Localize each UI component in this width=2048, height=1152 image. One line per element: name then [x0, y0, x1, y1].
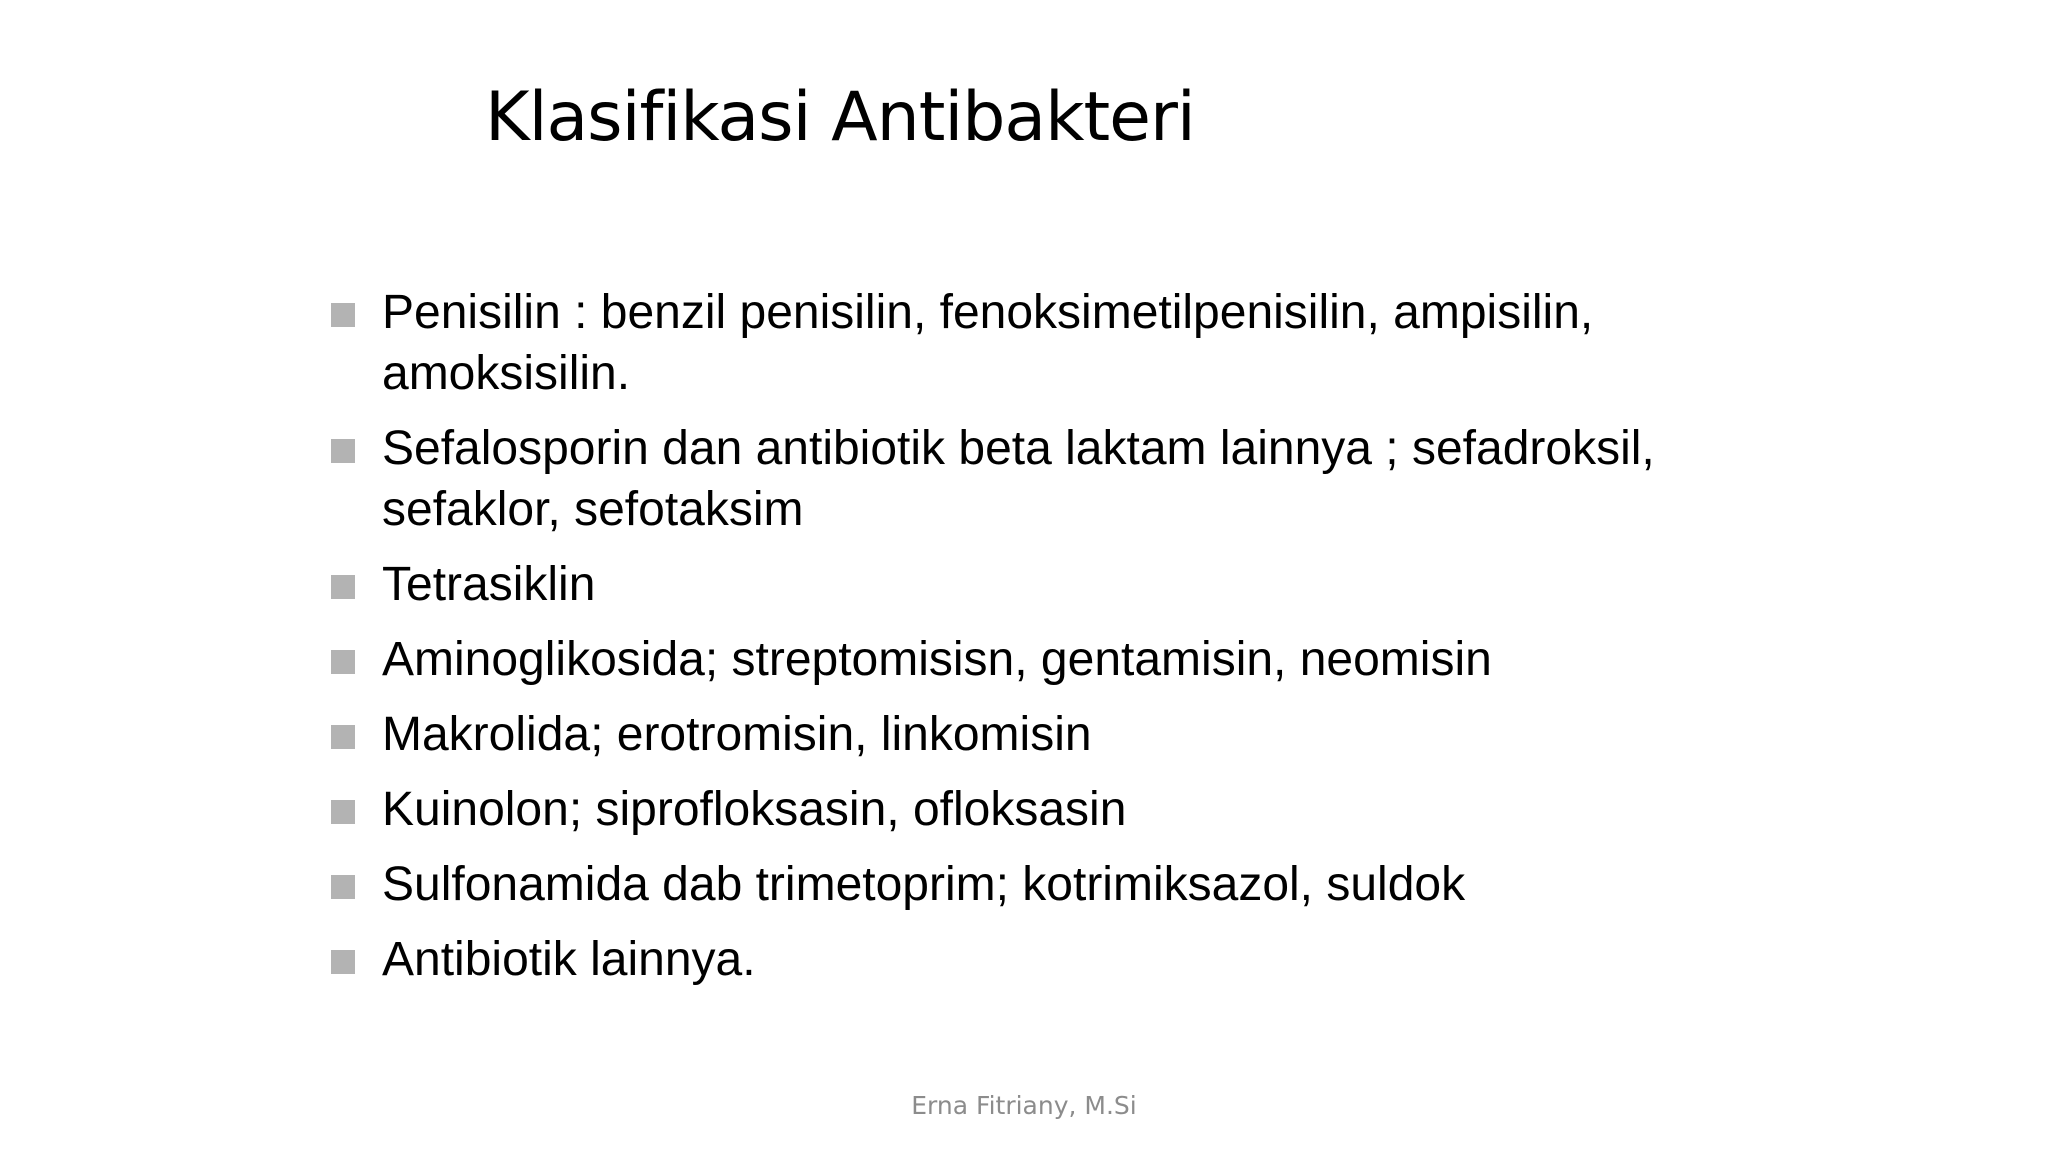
square-bullet-icon	[331, 439, 355, 463]
list-item-text: Sefalosporin dan antibiotik beta laktam lainnya ; sefadroksil, sefaklor, sefotaksim	[382, 422, 1655, 536]
slide-footer: Erna Fitriany, M.Si	[911, 1091, 1137, 1120]
square-bullet-icon	[331, 575, 355, 599]
square-bullet-icon	[331, 875, 355, 899]
list-item	[328, 418, 1728, 540]
slide-title: Klasifikasi Antibakteri	[485, 78, 1195, 157]
square-bullet-icon	[331, 950, 355, 974]
list-item	[328, 929, 1728, 990]
list-item-text: Kuinolon; siprofloksasin, ofloksasin	[382, 783, 1127, 836]
list-item-text: Tetrasiklin	[382, 558, 596, 611]
list-item-text: Antibiotik lainnya.	[382, 933, 756, 986]
square-bullet-icon	[331, 650, 355, 674]
list-item-text: Sulfonamida dab trimetoprim; kotrimiksazol, suldok	[382, 858, 1466, 911]
list-item-text: Makrolida; erotromisin, linkomisin	[382, 708, 1092, 761]
list-item-text: Penisilin : benzil penisilin, fenoksimetilpenisilin, ampisilin, amoksisilin.	[382, 286, 1594, 400]
bullet-list	[328, 282, 1728, 1004]
list-item-text: Aminoglikosida; streptomisisn, gentamisin, neomisin	[382, 633, 1492, 686]
list-item	[328, 704, 1728, 765]
list-item	[328, 282, 1728, 404]
square-bullet-icon	[331, 800, 355, 824]
list-item	[328, 629, 1728, 690]
list-item	[328, 554, 1728, 615]
list-item	[328, 779, 1728, 840]
list-item	[328, 854, 1728, 915]
square-bullet-icon	[331, 303, 355, 327]
square-bullet-icon	[331, 725, 355, 749]
